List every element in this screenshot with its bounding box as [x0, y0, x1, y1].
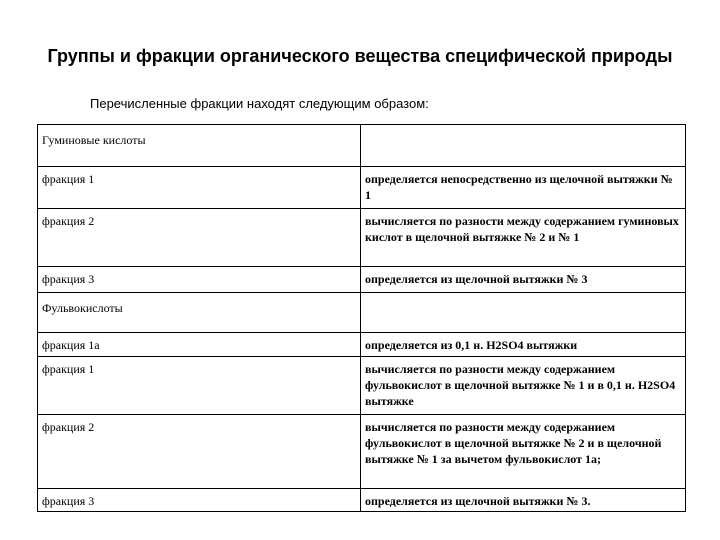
fractions-table [37, 124, 686, 512]
table-row [38, 333, 686, 357]
table-row [38, 125, 686, 167]
fraction-name-cell: фракция 1 [38, 167, 361, 209]
table-row [38, 357, 686, 415]
fraction-name-cell: фракция 1 [38, 357, 361, 415]
fraction-name-cell: фракция 1а [38, 333, 361, 357]
fraction-name-cell: фракция 2 [38, 209, 361, 267]
description-cell: вычисляется по разности между содержанием фульвокислот в щелочной вытяжке № 1 и в 0,1 н. H2SO4 вытяжке [361, 357, 686, 415]
fraction-name-cell: фракция 3 [38, 489, 361, 512]
description-cell: вычисляется по разности между содержанием фульвокислот в щелочной вытяжке № 2 и в щелочной вытяжке № 1 за вычетом фульвокислот 1а; [361, 415, 686, 489]
description-cell: определяется непосредственно из щелочной вытяжки № 1 [361, 167, 686, 209]
fraction-name-cell: фракция 3 [38, 267, 361, 293]
table-row [38, 415, 686, 489]
table-row [38, 209, 686, 267]
fraction-name-cell: фракция 2 [38, 415, 361, 489]
group-name-cell: Гуминовые кислоты [38, 125, 361, 167]
group-name-cell: Фульвокислоты [38, 293, 361, 333]
page-title: Группы и фракции органического вещества специфической природы [47, 46, 673, 66]
description-cell: определяется из 0,1 н. H2SO4 вытяжки [361, 333, 686, 357]
table-row [38, 267, 686, 293]
description-cell [361, 125, 686, 167]
description-cell [361, 293, 686, 333]
table-row [38, 489, 686, 512]
description-cell: определяется из щелочной вытяжки № 3 [361, 267, 686, 293]
table-row [38, 293, 686, 333]
description-cell: вычисляется по разности между содержанием гуминовых кислот в щелочной вытяжке № 2 и № 1 [361, 209, 686, 267]
table-row [38, 167, 686, 209]
page-subtitle: Перечисленные фракции находят следующим образом: [90, 96, 429, 111]
description-cell: определяется из щелочной вытяжки № 3. [361, 489, 686, 512]
